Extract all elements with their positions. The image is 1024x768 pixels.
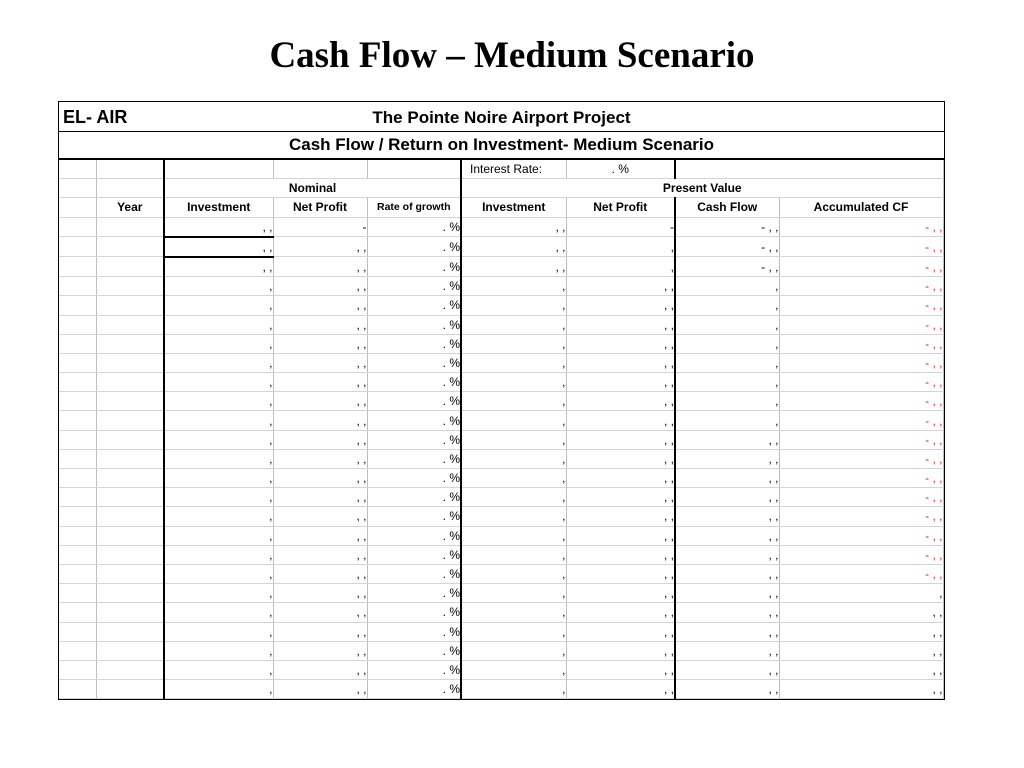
table-row [59, 257, 943, 277]
nominal-net-profit-cell[interactable]: , , [273, 449, 367, 468]
nominal-net-profit-cell[interactable]: , , [273, 296, 367, 315]
cash-flow-cell[interactable]: , , [675, 680, 779, 699]
pv-net-profit-cell[interactable]: , , [566, 449, 675, 468]
row-gutter [59, 430, 96, 449]
rate-of-growth-cell[interactable]: . % [367, 430, 461, 449]
nominal-investment-cell[interactable]: , [164, 622, 273, 641]
accumulated-cf-cell[interactable]: - , , [779, 353, 943, 372]
cash-flow-cell[interactable]: , [675, 373, 779, 392]
rate-of-growth-cell[interactable]: . % [367, 449, 461, 468]
pv-investment-cell[interactable]: , [461, 296, 566, 315]
accumulated-cf-cell[interactable]: - , , [779, 237, 943, 257]
table-row [59, 217, 943, 237]
accumulated-cf-cell[interactable]: - , , [779, 564, 943, 583]
table-row [59, 603, 943, 622]
rate-of-growth-cell[interactable]: . % [367, 277, 461, 296]
cash-flow-cell[interactable]: , , [675, 622, 779, 641]
rate-of-growth-cell[interactable]: . % [367, 680, 461, 699]
nominal-net-profit-cell[interactable]: , , [273, 680, 367, 699]
year-cell[interactable] [96, 296, 164, 315]
rate-of-growth-cell[interactable]: . % [367, 469, 461, 488]
cash-flow-cell[interactable]: , , [675, 469, 779, 488]
year-cell[interactable] [96, 411, 164, 430]
rate-of-growth-cell[interactable]: . % [367, 603, 461, 622]
pv-net-profit-cell[interactable]: , , [566, 353, 675, 372]
nominal-investment-cell[interactable]: , [164, 315, 273, 334]
table-row [59, 353, 943, 372]
cash-flow-cell[interactable]: , , [675, 660, 779, 679]
pv-investment-cell[interactable]: , [461, 315, 566, 334]
nominal-investment-cell[interactable]: , [164, 469, 273, 488]
nominal-investment-cell[interactable]: , [164, 660, 273, 679]
pv-investment-cell[interactable]: , [461, 680, 566, 699]
cash-flow-cell[interactable]: , , [675, 430, 779, 449]
cash-flow-sheet [58, 101, 945, 700]
pv-net-profit-cell[interactable]: , , [566, 334, 675, 353]
rate-of-growth-cell[interactable]: . % [367, 373, 461, 392]
cash-flow-cell[interactable]: , , [675, 564, 779, 583]
nominal-net-profit-cell[interactable]: , , [273, 584, 367, 603]
pv-investment-cell[interactable]: , [461, 449, 566, 468]
table-row [59, 545, 943, 564]
col-cash-flow: Cash Flow [675, 198, 779, 217]
year-cell[interactable] [96, 564, 164, 583]
cash-flow-cell[interactable]: , [675, 315, 779, 334]
cash-flow-cell[interactable]: , [675, 392, 779, 411]
nominal-net-profit-cell[interactable]: , , [273, 373, 367, 392]
pv-net-profit-cell[interactable]: , , [566, 564, 675, 583]
year-cell[interactable] [96, 622, 164, 641]
accumulated-cf-cell[interactable]: - , , [779, 257, 943, 277]
pv-investment-cell[interactable]: , [461, 660, 566, 679]
company-code: EL- AIR [63, 107, 128, 127]
row-gutter [59, 564, 96, 583]
year-cell[interactable] [96, 660, 164, 679]
pv-net-profit-cell[interactable]: , [566, 237, 675, 257]
nominal-net-profit-cell[interactable]: , , [273, 430, 367, 449]
column-header-row [59, 198, 943, 217]
accumulated-cf-cell[interactable]: , , [779, 622, 943, 641]
rate-of-growth-cell[interactable]: . % [367, 622, 461, 641]
slide-title: Cash Flow – Medium Scenario [269, 35, 755, 76]
accumulated-cf-cell[interactable]: , [779, 584, 943, 603]
pv-investment-cell[interactable]: , , [461, 257, 566, 277]
row-gutter [59, 353, 96, 372]
year-cell[interactable] [96, 353, 164, 372]
accumulated-cf-cell[interactable]: - , , [779, 334, 943, 353]
row-gutter [59, 315, 96, 334]
rate-of-growth-cell[interactable]: . % [367, 660, 461, 679]
pv-investment-cell[interactable]: , [461, 507, 566, 526]
pv-investment-cell[interactable]: , , [461, 217, 566, 237]
year-cell[interactable] [96, 277, 164, 296]
nominal-net-profit-cell[interactable]: , , [273, 257, 367, 277]
pv-investment-cell[interactable]: , [461, 545, 566, 564]
accumulated-cf-cell[interactable]: - , , [779, 469, 943, 488]
accumulated-cf-cell[interactable]: - , , [779, 277, 943, 296]
nominal-net-profit-cell[interactable]: , , [273, 603, 367, 622]
cash-flow-cell[interactable]: , , [675, 507, 779, 526]
year-cell[interactable] [96, 217, 164, 237]
pv-net-profit-cell[interactable]: , , [566, 469, 675, 488]
cash-flow-cell[interactable]: - , , [675, 237, 779, 257]
pv-net-profit-cell[interactable]: , , [566, 660, 675, 679]
pv-investment-cell[interactable]: , [461, 641, 566, 660]
table-row [59, 237, 943, 257]
accumulated-cf-cell[interactable]: - , , [779, 545, 943, 564]
nominal-net-profit-cell[interactable]: , , [273, 411, 367, 430]
year-cell[interactable] [96, 507, 164, 526]
accumulated-cf-cell[interactable]: - , , [779, 217, 943, 237]
nominal-investment-cell[interactable]: , [164, 449, 273, 468]
cash-flow-cell[interactable]: , , [675, 488, 779, 507]
nominal-investment-cell[interactable]: , , [164, 217, 273, 237]
row-gutter [59, 545, 96, 564]
row-gutter [59, 237, 96, 257]
row-gutter [59, 277, 96, 296]
rate-of-growth-cell[interactable]: . % [367, 315, 461, 334]
pv-net-profit-cell[interactable]: , , [566, 603, 675, 622]
rate-of-growth-cell[interactable]: . % [367, 584, 461, 603]
nominal-investment-cell[interactable]: , [164, 564, 273, 583]
pv-net-profit-cell[interactable]: , , [566, 680, 675, 699]
table-row [59, 469, 943, 488]
nominal-investment-cell[interactable]: , [164, 373, 273, 392]
accumulated-cf-cell[interactable]: - , , [779, 392, 943, 411]
nominal-investment-cell[interactable]: , , [164, 257, 273, 277]
nominal-investment-cell[interactable]: , [164, 392, 273, 411]
year-cell[interactable] [96, 315, 164, 334]
year-cell[interactable] [96, 430, 164, 449]
accumulated-cf-cell[interactable]: - , , [779, 488, 943, 507]
pv-investment-cell[interactable]: , [461, 469, 566, 488]
present-value-group-label: Present Value [461, 179, 943, 198]
rate-of-growth-cell[interactable]: . % [367, 411, 461, 430]
pv-net-profit-cell[interactable]: , , [566, 584, 675, 603]
year-cell[interactable] [96, 488, 164, 507]
cash-flow-cell[interactable]: , , [675, 603, 779, 622]
cash-flow-table [59, 160, 944, 699]
accumulated-cf-cell[interactable]: , , [779, 641, 943, 660]
nominal-investment-cell[interactable]: , [164, 545, 273, 564]
year-cell[interactable] [96, 237, 164, 257]
rate-of-growth-cell[interactable]: . % [367, 526, 461, 545]
accumulated-cf-cell[interactable]: , , [779, 680, 943, 699]
row-gutter [59, 526, 96, 545]
pv-net-profit-cell[interactable]: , , [566, 392, 675, 411]
group-header-row [59, 179, 943, 198]
pv-net-profit-cell[interactable]: , , [566, 373, 675, 392]
col-pv-net-profit: Net Profit [566, 198, 675, 217]
row-gutter [59, 603, 96, 622]
nominal-investment-cell[interactable]: , [164, 526, 273, 545]
pv-net-profit-cell[interactable]: , , [566, 315, 675, 334]
rate-of-growth-cell[interactable]: . % [367, 488, 461, 507]
pv-investment-cell[interactable]: , [461, 411, 566, 430]
pv-net-profit-cell[interactable]: , , [566, 526, 675, 545]
row-gutter [59, 334, 96, 353]
pv-net-profit-cell[interactable]: , , [566, 411, 675, 430]
pv-investment-cell[interactable]: , [461, 373, 566, 392]
pv-net-profit-cell[interactable]: , , [566, 507, 675, 526]
nominal-net-profit-cell[interactable]: , , [273, 526, 367, 545]
accumulated-cf-cell[interactable]: - , , [779, 526, 943, 545]
accumulated-cf-cell[interactable]: - , , [779, 296, 943, 315]
table-row [59, 449, 943, 468]
nominal-net-profit-cell[interactable]: , , [273, 315, 367, 334]
pv-net-profit-cell[interactable]: , , [566, 430, 675, 449]
row-gutter [59, 584, 96, 603]
year-cell[interactable] [96, 526, 164, 545]
table-row [59, 392, 943, 411]
row-gutter [59, 257, 96, 277]
year-cell[interactable] [96, 373, 164, 392]
sheet-header [59, 102, 944, 132]
rate-of-growth-cell[interactable]: . % [367, 641, 461, 660]
table-row [59, 315, 943, 334]
rate-of-growth-cell[interactable]: . % [367, 217, 461, 237]
col-rate-of-growth: Rate of growth [367, 198, 461, 217]
cash-flow-cell[interactable]: , [675, 296, 779, 315]
year-cell[interactable] [96, 334, 164, 353]
rate-of-growth-cell[interactable]: . % [367, 237, 461, 257]
nominal-investment-cell[interactable]: , [164, 277, 273, 296]
pv-investment-cell[interactable]: , [461, 334, 566, 353]
row-gutter [59, 296, 96, 315]
table-body [59, 217, 943, 699]
pv-investment-cell[interactable]: , [461, 564, 566, 583]
rate-of-growth-cell[interactable]: . % [367, 334, 461, 353]
table-row [59, 277, 943, 296]
nominal-investment-cell[interactable]: , [164, 488, 273, 507]
cash-flow-cell[interactable]: - , , [675, 217, 779, 237]
project-title: The Pointe Noire Airport Project [372, 108, 631, 127]
accumulated-cf-cell[interactable]: - , , [779, 449, 943, 468]
rate-of-growth-cell[interactable]: . % [367, 545, 461, 564]
row-gutter [59, 641, 96, 660]
nominal-net-profit-cell[interactable]: , , [273, 545, 367, 564]
accumulated-cf-cell[interactable]: - , , [779, 315, 943, 334]
pv-net-profit-cell[interactable]: - [566, 217, 675, 237]
year-cell[interactable] [96, 641, 164, 660]
row-gutter [59, 660, 96, 679]
nominal-net-profit-cell[interactable]: , , [273, 564, 367, 583]
pv-net-profit-cell[interactable]: , , [566, 277, 675, 296]
pv-investment-cell[interactable]: , [461, 603, 566, 622]
year-cell[interactable] [96, 680, 164, 699]
nominal-investment-cell[interactable]: , [164, 353, 273, 372]
nominal-investment-cell[interactable]: , [164, 411, 273, 430]
pv-net-profit-cell[interactable]: , , [566, 545, 675, 564]
nominal-net-profit-cell[interactable]: , , [273, 353, 367, 372]
accumulated-cf-cell[interactable]: , , [779, 603, 943, 622]
row-gutter [59, 488, 96, 507]
accumulated-cf-cell[interactable]: - , , [779, 430, 943, 449]
table-row [59, 564, 943, 583]
year-cell[interactable] [96, 584, 164, 603]
cash-flow-cell[interactable]: , , [675, 641, 779, 660]
table-row [59, 296, 943, 315]
pv-investment-cell[interactable]: , [461, 584, 566, 603]
nominal-net-profit-cell[interactable]: , , [273, 334, 367, 353]
nominal-investment-cell[interactable]: , [164, 296, 273, 315]
pv-investment-cell[interactable]: , [461, 353, 566, 372]
nominal-group-label: Nominal [164, 179, 461, 198]
interest-rate-value[interactable]: . % [566, 160, 675, 179]
row-gutter [59, 392, 96, 411]
rate-of-growth-cell[interactable]: . % [367, 392, 461, 411]
pv-net-profit-cell[interactable]: , [566, 257, 675, 277]
nominal-net-profit-cell[interactable]: , , [273, 488, 367, 507]
pv-net-profit-cell[interactable]: , , [566, 641, 675, 660]
col-accumulated-cf: Accumulated CF [779, 198, 943, 217]
row-gutter [59, 680, 96, 699]
row-gutter [59, 622, 96, 641]
rate-of-growth-cell[interactable]: . % [367, 296, 461, 315]
table-row [59, 411, 943, 430]
col-year: Year [96, 198, 164, 217]
accumulated-cf-cell[interactable]: , , [779, 660, 943, 679]
table-row [59, 373, 943, 392]
year-cell[interactable] [96, 257, 164, 277]
nominal-investment-cell[interactable]: , [164, 430, 273, 449]
year-cell[interactable] [96, 449, 164, 468]
row-gutter [59, 507, 96, 526]
sheet-subtitle: Cash Flow / Return on Investment- Medium Scenario [59, 132, 944, 160]
cash-flow-cell[interactable]: - , , [675, 257, 779, 277]
pv-net-profit-cell[interactable]: , , [566, 296, 675, 315]
nominal-net-profit-cell[interactable]: , , [273, 660, 367, 679]
accumulated-cf-cell[interactable]: - , , [779, 411, 943, 430]
cash-flow-cell[interactable]: , [675, 277, 779, 296]
nominal-net-profit-cell[interactable]: , , [273, 392, 367, 411]
cash-flow-cell[interactable]: , [675, 334, 779, 353]
nominal-net-profit-cell[interactable]: , , [273, 237, 367, 257]
nominal-net-profit-cell[interactable]: , , [273, 469, 367, 488]
row-gutter [59, 411, 96, 430]
cash-flow-cell[interactable]: , , [675, 584, 779, 603]
col-pv-investment: Investment [461, 198, 566, 217]
nominal-investment-cell[interactable]: , [164, 584, 273, 603]
table-row [59, 584, 943, 603]
table-row [59, 641, 943, 660]
nominal-net-profit-cell[interactable]: - [273, 217, 367, 237]
accumulated-cf-cell[interactable]: - , , [779, 507, 943, 526]
table-row [59, 430, 943, 449]
table-row [59, 680, 943, 699]
pv-investment-cell[interactable]: , [461, 277, 566, 296]
table-row [59, 507, 943, 526]
nominal-investment-cell[interactable]: , [164, 641, 273, 660]
cash-flow-cell[interactable]: , [675, 411, 779, 430]
pv-investment-cell[interactable]: , [461, 392, 566, 411]
rate-of-growth-cell[interactable]: . % [367, 257, 461, 277]
rate-of-growth-cell[interactable]: . % [367, 353, 461, 372]
interest-rate-label: Interest Rate: [461, 160, 566, 179]
pv-investment-cell[interactable]: , [461, 526, 566, 545]
accumulated-cf-cell[interactable]: - , , [779, 373, 943, 392]
row-gutter [59, 217, 96, 237]
pv-investment-cell[interactable]: , , [461, 237, 566, 257]
cash-flow-cell[interactable]: , , [675, 545, 779, 564]
table-row [59, 622, 943, 641]
year-cell[interactable] [96, 469, 164, 488]
table-row [59, 526, 943, 545]
rate-of-growth-cell[interactable]: . % [367, 564, 461, 583]
nominal-investment-cell[interactable]: , [164, 680, 273, 699]
pv-investment-cell[interactable]: , [461, 622, 566, 641]
nominal-investment-cell[interactable]: , [164, 603, 273, 622]
nominal-investment-cell[interactable]: , [164, 334, 273, 353]
nominal-net-profit-cell[interactable]: , , [273, 507, 367, 526]
year-cell[interactable] [96, 545, 164, 564]
pv-investment-cell[interactable]: , [461, 488, 566, 507]
cash-flow-cell[interactable]: , , [675, 449, 779, 468]
interest-rate-row [59, 160, 943, 179]
nominal-net-profit-cell[interactable]: , , [273, 277, 367, 296]
pv-investment-cell[interactable]: , [461, 430, 566, 449]
pv-net-profit-cell[interactable]: , , [566, 488, 675, 507]
year-cell[interactable] [96, 392, 164, 411]
year-cell[interactable] [96, 603, 164, 622]
col-nominal-net-profit: Net Profit [273, 198, 367, 217]
nominal-investment-cell[interactable]: , , [164, 237, 273, 257]
nominal-net-profit-cell[interactable]: , , [273, 622, 367, 641]
pv-net-profit-cell[interactable]: , , [566, 622, 675, 641]
rate-of-growth-cell[interactable]: . % [367, 507, 461, 526]
row-gutter [59, 469, 96, 488]
col-nominal-investment: Investment [164, 198, 273, 217]
nominal-net-profit-cell[interactable]: , , [273, 641, 367, 660]
table-row [59, 488, 943, 507]
table-row [59, 660, 943, 679]
cash-flow-cell[interactable]: , , [675, 526, 779, 545]
row-gutter [59, 373, 96, 392]
table-row [59, 334, 943, 353]
row-gutter [59, 449, 96, 468]
nominal-investment-cell[interactable]: , [164, 507, 273, 526]
cash-flow-cell[interactable]: , [675, 353, 779, 372]
